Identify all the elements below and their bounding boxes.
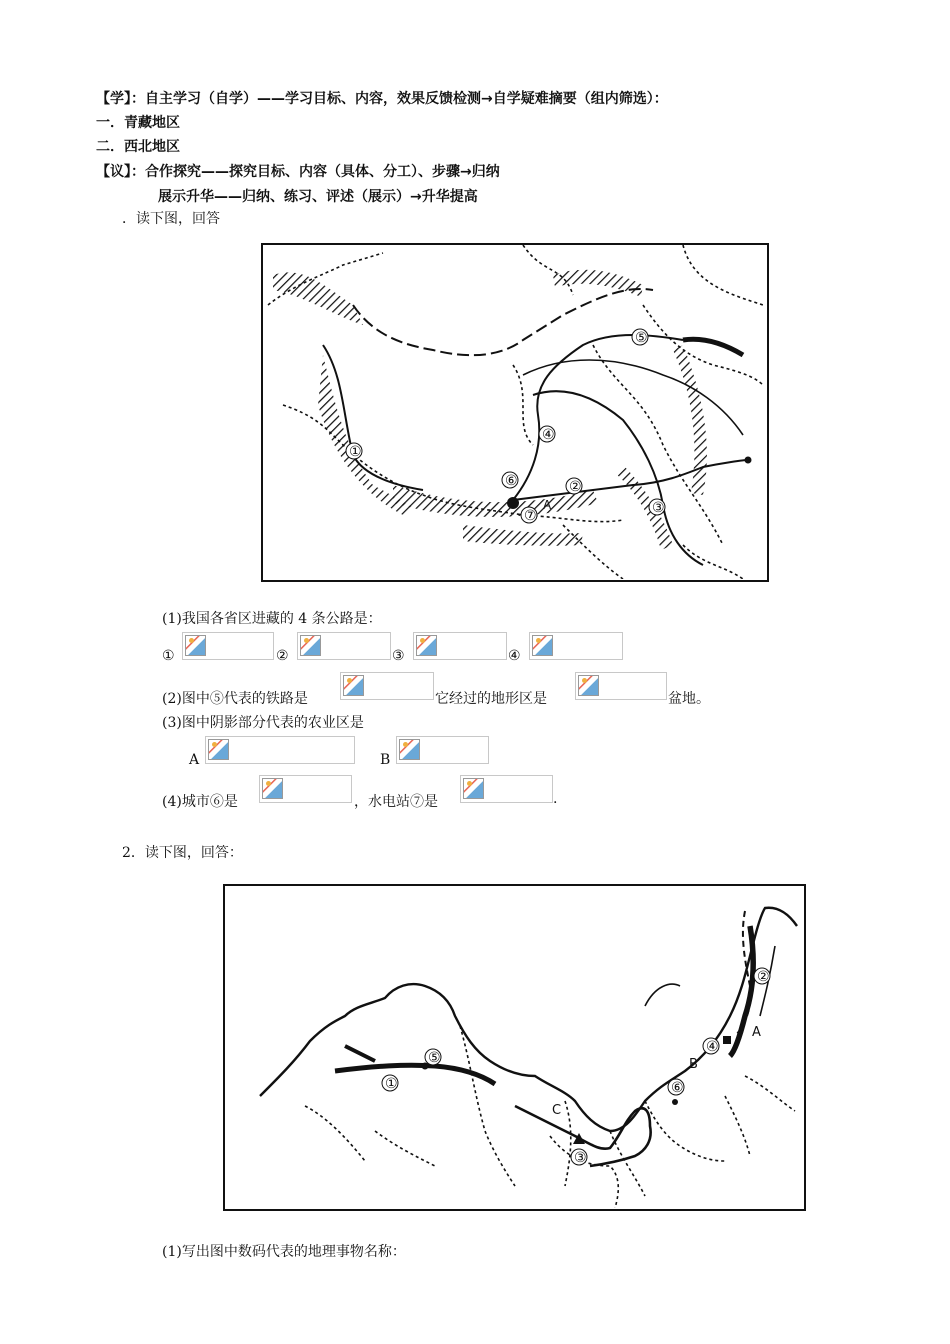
- q1-part3: (3)图中阴影部分代表的农业区是: [162, 715, 364, 731]
- map2-label-B: B: [689, 1057, 698, 1072]
- answer-box-city[interactable]: [259, 775, 352, 803]
- answer-box-road2[interactable]: [297, 632, 391, 660]
- q1-num2: ②: [276, 648, 289, 664]
- q1-part3-A: A: [189, 752, 200, 768]
- map2-label-6: ⑥: [671, 1080, 684, 1096]
- image-placeholder-icon: [343, 675, 364, 696]
- map1-label-3: ③: [652, 500, 665, 516]
- answer-box-area-B[interactable]: [396, 736, 489, 764]
- map1-label-4: ④: [542, 427, 555, 443]
- map2-label-A: A: [752, 1025, 761, 1040]
- answer-box-road4[interactable]: [529, 632, 623, 660]
- map2-label-1: ①: [385, 1076, 398, 1092]
- image-placeholder-icon: [399, 739, 420, 760]
- q1-part3-B: B: [380, 752, 391, 768]
- map1-label-A: A: [543, 498, 552, 512]
- image-placeholder-icon: [578, 675, 599, 696]
- image-placeholder-icon: [185, 635, 206, 656]
- answer-box-hydropower[interactable]: [460, 775, 553, 803]
- qingzang-map: [261, 243, 769, 582]
- answer-box-railway[interactable]: [340, 672, 434, 700]
- xue-line: 【学】：自主学习（自学）——学习目标、内容，效果反馈检测→自学疑难摘要（组内筛选）：: [96, 91, 668, 107]
- q1-part4-c: .: [553, 791, 558, 807]
- q1-num3: ③: [392, 648, 405, 664]
- map2-label-3: ③: [574, 1150, 587, 1166]
- answer-box-road3[interactable]: [413, 632, 507, 660]
- q1-part4-b: ，水电站⑦是: [354, 794, 438, 810]
- image-placeholder-icon: [463, 778, 484, 799]
- image-placeholder-icon: [262, 778, 283, 799]
- q1-part4: (4)城市⑥是: [162, 794, 238, 810]
- map1-label-5: ⑤: [635, 330, 648, 346]
- map2-label-5: ⑤: [428, 1050, 441, 1066]
- q1-num4: ④: [508, 648, 521, 664]
- map2-label-2: ②: [757, 969, 770, 985]
- answer-box-basin[interactable]: [575, 672, 667, 700]
- image-placeholder-icon: [300, 635, 321, 656]
- map1-label-2: ②: [569, 479, 582, 495]
- image-placeholder-icon: [208, 739, 229, 760]
- image-placeholder-icon: [532, 635, 553, 656]
- q1-num1: ①: [162, 648, 175, 664]
- q1-part2-b: 它经过的地形区是: [435, 691, 547, 707]
- answer-box-area-A[interactable]: [205, 736, 355, 764]
- q1-part2-c: 盆地。: [668, 691, 710, 707]
- section-xibei: 二．西北地区: [96, 139, 180, 155]
- xibei-map: [223, 884, 806, 1211]
- map2-label-4: ④: [706, 1039, 719, 1055]
- map1-label-6: ⑥: [505, 473, 518, 489]
- map2-label-C: C: [552, 1103, 562, 1118]
- image-placeholder-icon: [416, 635, 437, 656]
- map1-label-7: ⑦: [524, 508, 537, 524]
- q2-part1: (1)写出图中数码代表的地理事物名称：: [162, 1244, 406, 1260]
- section-qingzang: 一．青藏地区: [96, 115, 180, 131]
- answer-box-road1[interactable]: [182, 632, 274, 660]
- yi-line: 【议】：合作探究——探究目标、内容（具体、分工）、步骤→归纳: [96, 164, 500, 180]
- map1-label-1: ①: [349, 444, 362, 460]
- zhanshi-line: 展示升华——归纳、练习、评述（展示）→升华提高: [158, 189, 478, 205]
- q2-intro: 2．读下图，回答：: [122, 845, 243, 861]
- q1-intro: ．读下图，回答: [122, 211, 220, 227]
- q1-part1: (1)我国各省区进藏的 4 条公路是：: [162, 611, 382, 627]
- q1-part2: (2)图中⑤代表的铁路是: [162, 691, 308, 707]
